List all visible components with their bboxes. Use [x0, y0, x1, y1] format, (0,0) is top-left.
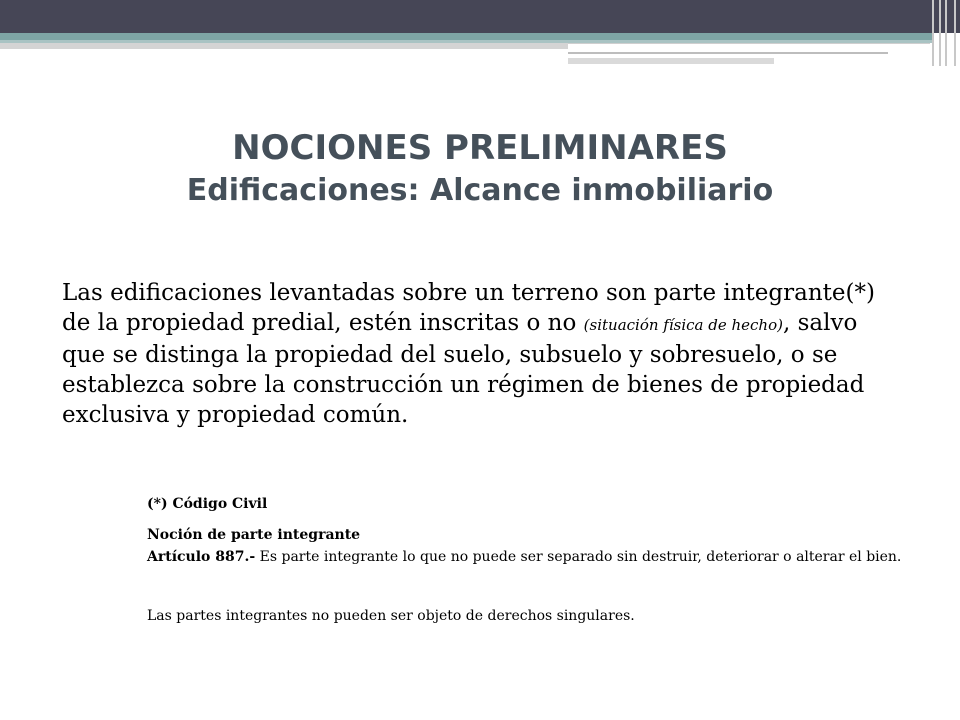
body-text-part1: Las edificaciones levantadas sobre un terreno son parte integrante(*) de la propiedad predial, estén inscritas o no: [62, 280, 875, 336]
header-stripe-grey: [0, 43, 568, 49]
title-subtitle: Edificaciones: Alcance inmobiliario: [186, 172, 774, 208]
note-heading: [147, 527, 907, 543]
header-tab-step-lower: [568, 58, 774, 64]
slide-title: [0, 128, 960, 209]
note-closing-text: Las partes integrantes no pueden ser objeto de derechos singulares.: [147, 608, 635, 624]
header-bar: [0, 0, 960, 33]
header-tab-line: [568, 52, 888, 54]
note-article-text: Es parte integrante lo que no puede ser separado sin destruir, deteriorar o alterar el bien.: [255, 549, 902, 565]
title-main: NOCIONES PRELIMINARES: [232, 128, 728, 168]
note-heading-label: Noción de parte integrante: [147, 527, 361, 543]
header-tab-step: [568, 43, 930, 52]
body-paragraph: [62, 278, 902, 430]
note-article-label: Artículo 887.-: [147, 549, 256, 565]
header-stripe-teal: [0, 33, 932, 40]
body-text-part2: , salvo que se distinga la propiedad del suelo, subsuelo y sobresuelo, o se establezca sobre la construcción un régimen de bienes de propiedad exclusiva y propiedad común.: [62, 310, 865, 428]
note-source-label: (*) Código Civil: [147, 496, 268, 512]
body-aside: (situación física de hecho): [583, 316, 783, 334]
note-source: [147, 496, 907, 512]
corner-decoration: [930, 0, 960, 66]
note-closing: [147, 608, 907, 624]
note-article: [147, 549, 907, 565]
